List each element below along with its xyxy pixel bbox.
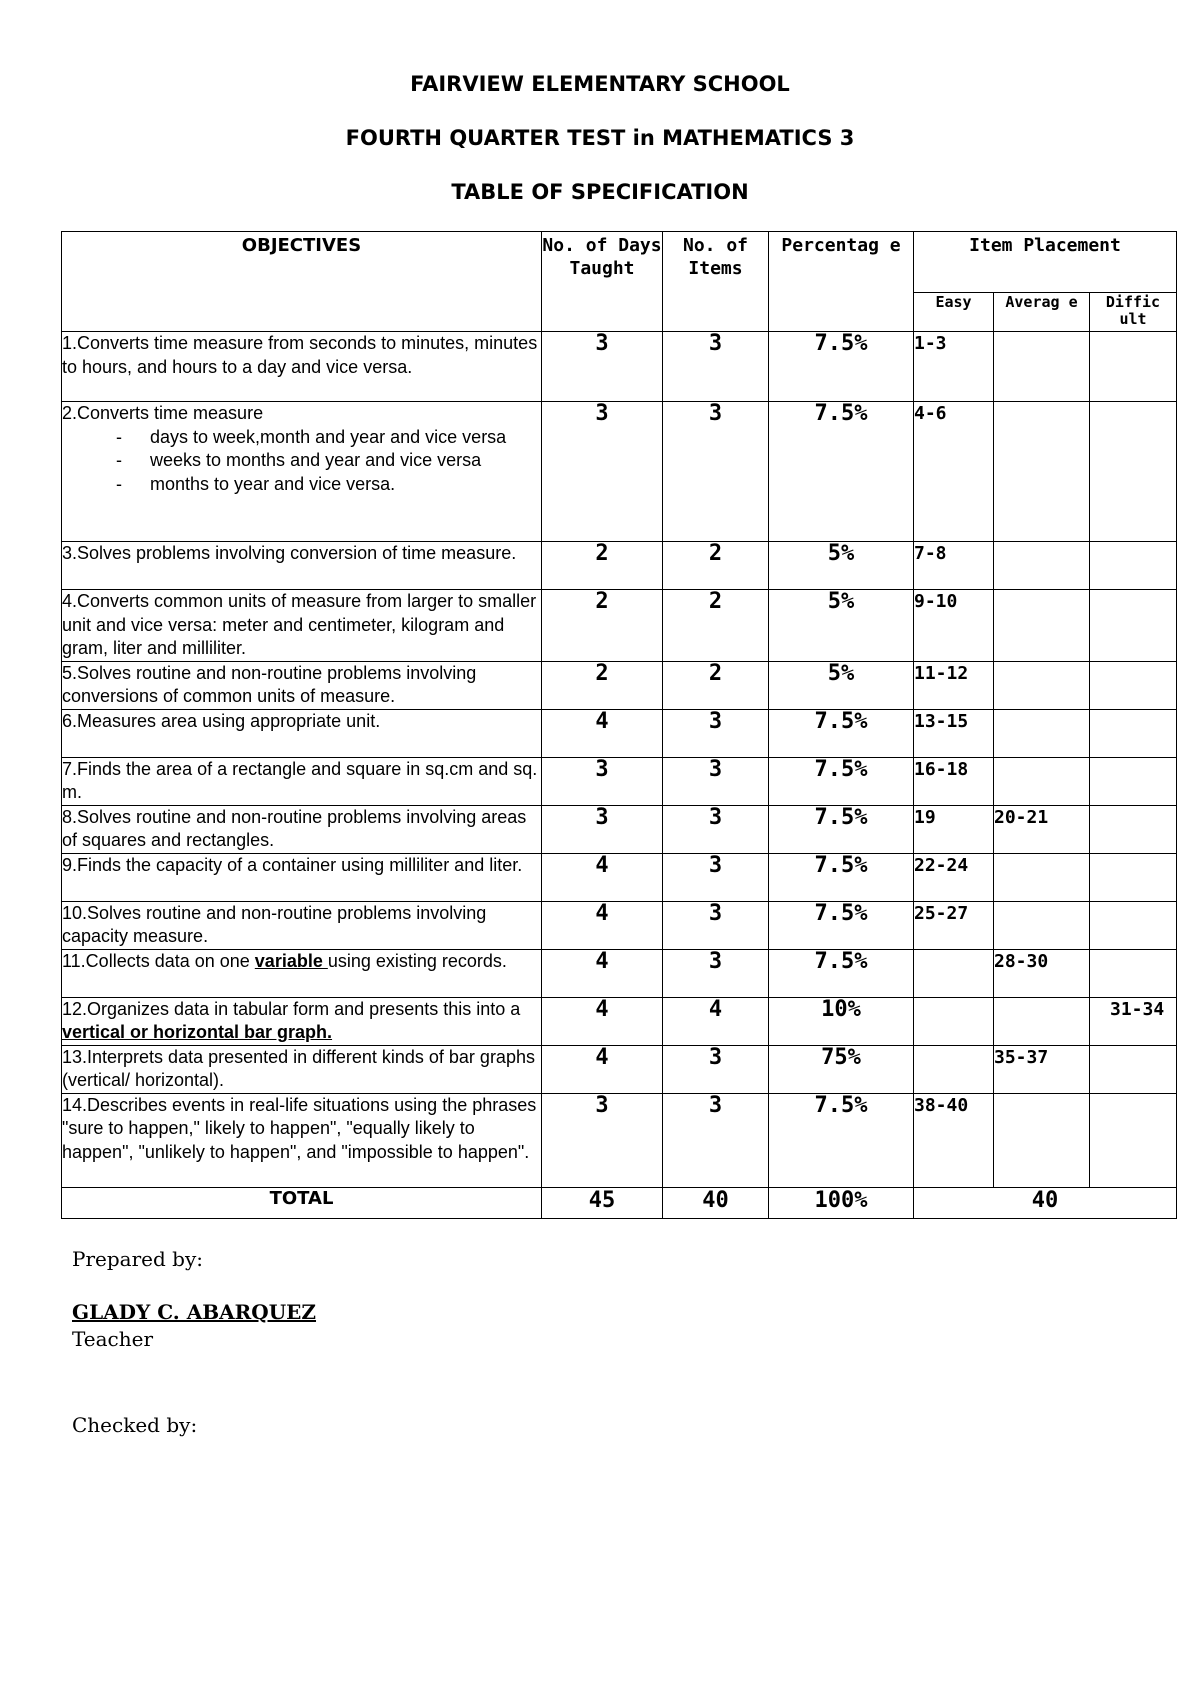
objective-cell [62, 805, 542, 853]
objective-sublist [62, 426, 541, 497]
percentage-cell: 5% [769, 542, 914, 590]
percentage-cell: 7.5% [769, 853, 914, 901]
objective-cell [62, 542, 542, 590]
average-placement-cell [994, 757, 1090, 805]
list-item: - days to week,month and year and vice versa [62, 426, 541, 450]
easy-placement-cell: 11-12 [914, 661, 994, 709]
days-taught-cell: 3 [542, 805, 663, 853]
easy-placement-cell: 7-8 [914, 542, 994, 590]
difficult-placement-cell [1090, 805, 1177, 853]
average-header: Averag e [994, 293, 1090, 332]
days-taught-cell: 4 [542, 1045, 663, 1093]
easy-placement-cell: 38-40 [914, 1093, 994, 1187]
document-title: TABLE OF SPECIFICATION [451, 180, 749, 204]
days-taught-cell: 3 [542, 757, 663, 805]
objective-text: 10.Solves routine and non-routine problems involving capacity measure. [62, 902, 487, 946]
total-row [62, 1187, 1177, 1218]
objective-text: 4.Converts common units of measure from larger to smaller unit and vice versa: meter and centimeter, kilogram and gram, liter and milliliter. [62, 591, 537, 658]
objective-cell [62, 949, 542, 997]
specification-table [61, 231, 1177, 1219]
objective-cell [62, 661, 542, 709]
items-count-cell: 3 [663, 949, 769, 997]
objective-cell [62, 901, 542, 949]
percentage-cell: 7.5% [769, 949, 914, 997]
days-taught-cell: 4 [542, 901, 663, 949]
items-count-cell: 3 [663, 805, 769, 853]
days-taught-cell: 2 [542, 542, 663, 590]
objective-cell [62, 590, 542, 662]
difficult-placement-cell [1090, 1045, 1177, 1093]
difficult-placement-cell: 31-34 [1090, 997, 1177, 1045]
objective-text: using existing records. [327, 950, 507, 971]
average-placement-cell [994, 709, 1090, 757]
difficult-placement-cell [1090, 332, 1177, 402]
items-count-cell: 3 [663, 901, 769, 949]
table-row [62, 590, 1177, 662]
days-taught-cell: 2 [542, 661, 663, 709]
average-placement-cell [994, 661, 1090, 709]
average-placement-cell [994, 997, 1090, 1045]
table-row [62, 853, 1177, 901]
items-count-cell: 3 [663, 709, 769, 757]
table-row [62, 1093, 1177, 1187]
table-row [62, 757, 1177, 805]
teacher-role: Teacher [72, 1327, 154, 1351]
items-count-cell: 3 [663, 1045, 769, 1093]
days-taught-cell: 4 [542, 949, 663, 997]
difficult-placement-cell [1090, 1093, 1177, 1187]
objective-text: 13.Interprets data presented in different kinds of bar graphs (vertical/ horizontal). [62, 1046, 535, 1090]
objective-emphasis: vertical or horizontal bar graph. [62, 1022, 333, 1042]
average-placement-cell [994, 590, 1090, 662]
items-count-cell: 4 [663, 997, 769, 1045]
table-row [62, 997, 1177, 1045]
percentage-cell: 7.5% [769, 805, 914, 853]
easy-placement-cell [914, 949, 994, 997]
table-body [62, 332, 1177, 1219]
easy-placement-cell: 16-18 [914, 757, 994, 805]
objective-text: 11.Collects data on one [62, 950, 255, 971]
objective-cell [62, 1045, 542, 1093]
test-title: FOURTH QUARTER TEST in MATHEMATICS 3 [345, 126, 855, 150]
table-row [62, 542, 1177, 590]
total-label: TOTAL [62, 1187, 542, 1218]
items-count-cell: 3 [663, 402, 769, 542]
difficult-placement-cell [1090, 402, 1177, 542]
easy-header: Easy [914, 293, 994, 332]
list-item: - months to year and vice versa. [62, 473, 541, 497]
objective-text: 7.Finds the area of a rectangle and square in sq.cm and sq. m. [62, 758, 538, 802]
total-days: 45 [542, 1187, 663, 1218]
objective-cell [62, 853, 542, 901]
percentage-cell: 7.5% [769, 901, 914, 949]
days-taught-cell: 4 [542, 853, 663, 901]
average-placement-cell: 28-30 [994, 949, 1090, 997]
average-placement-cell: 20-21 [994, 805, 1090, 853]
difficult-placement-cell [1090, 542, 1177, 590]
difficult-placement-cell [1090, 949, 1177, 997]
table-row [62, 949, 1177, 997]
easy-placement-cell: 25-27 [914, 901, 994, 949]
items-count-cell: 3 [663, 1093, 769, 1187]
days-taught-cell: 3 [542, 402, 663, 542]
objective-cell [62, 332, 542, 402]
percentage-cell: 5% [769, 661, 914, 709]
difficult-placement-cell [1090, 901, 1177, 949]
prepared-by-label: Prepared by: [72, 1247, 203, 1271]
table-row [62, 661, 1177, 709]
items-header: No. of Items [663, 232, 769, 332]
difficult-placement-cell [1090, 661, 1177, 709]
average-placement-cell: 35-37 [994, 1045, 1090, 1093]
total-placement: 40 [914, 1187, 1177, 1218]
easy-placement-cell: 19 [914, 805, 994, 853]
item-placement-header: Item Placement [914, 232, 1177, 293]
average-placement-cell [994, 332, 1090, 402]
difficult-placement-cell [1090, 853, 1177, 901]
easy-placement-cell: 22-24 [914, 853, 994, 901]
average-placement-cell [994, 402, 1090, 542]
difficult-placement-cell [1090, 709, 1177, 757]
objective-cell [62, 757, 542, 805]
objective-text: 6.Measures area using appropriate unit. [62, 710, 381, 731]
percentage-cell: 7.5% [769, 709, 914, 757]
percentage-cell: 7.5% [769, 332, 914, 402]
objective-cell [62, 1093, 542, 1187]
days-taught-cell: 4 [542, 709, 663, 757]
percentage-cell: 5% [769, 590, 914, 662]
objective-text: 9.Finds the capacity of a container using milliliter and liter. [62, 854, 523, 875]
checked-by-label: Checked by: [72, 1413, 198, 1437]
easy-placement-cell: 4-6 [914, 402, 994, 542]
percentage-cell: 7.5% [769, 757, 914, 805]
table-row [62, 805, 1177, 853]
days-taught-cell: 3 [542, 1093, 663, 1187]
total-percentage: 100% [769, 1187, 914, 1218]
objective-cell [62, 709, 542, 757]
difficult-header: Diffic ult [1090, 293, 1177, 332]
objective-cell [62, 402, 542, 542]
teacher-name: GLADY C. ABARQUEZ [72, 1300, 317, 1324]
percentage-cell: 7.5% [769, 402, 914, 542]
items-count-cell: 3 [663, 332, 769, 402]
easy-placement-cell: 9-10 [914, 590, 994, 662]
objective-text: 12.Organizes data in tabular form and presents this into a [62, 998, 521, 1019]
items-count-cell: 3 [663, 757, 769, 805]
days-taught-cell: 3 [542, 332, 663, 402]
easy-placement-cell [914, 1045, 994, 1093]
table-row [62, 1045, 1177, 1093]
school-name: FAIRVIEW ELEMENTARY SCHOOL [410, 72, 790, 96]
objective-text: 3.Solves problems involving conversion of time measure. [62, 543, 517, 563]
percentage-header: Percentag e [769, 232, 914, 332]
average-placement-cell [994, 542, 1090, 590]
items-count-cell: 3 [663, 853, 769, 901]
easy-placement-cell: 1-3 [914, 332, 994, 402]
days-taught-cell: 4 [542, 997, 663, 1045]
objective-text: 1.Converts time measure from seconds to minutes, minutes to hours, and hours to a day and vice versa. [62, 333, 538, 377]
table-row [62, 901, 1177, 949]
objective-cell [62, 997, 542, 1045]
objective-text: 14.Describes events in real-life situations using the phrases "sure to happen," likely to happen", "equally likely to happen", "unlikely to happen", and "impossible to happen". [62, 1094, 537, 1162]
items-count-cell: 2 [663, 590, 769, 662]
table-row [62, 709, 1177, 757]
list-item: - weeks to months and year and vice versa [62, 449, 541, 473]
difficult-placement-cell [1090, 590, 1177, 662]
table-row [62, 332, 1177, 402]
average-placement-cell [994, 853, 1090, 901]
easy-placement-cell [914, 997, 994, 1045]
total-items: 40 [663, 1187, 769, 1218]
days-taught-cell: 2 [542, 590, 663, 662]
objective-text: 5.Solves routine and non-routine problems involving conversions of common units of measure. [62, 662, 477, 706]
objective-emphasis: variable [254, 950, 328, 971]
days-header: No. of Days Taught [542, 232, 663, 332]
items-count-cell: 2 [663, 661, 769, 709]
items-count-cell: 2 [663, 542, 769, 590]
table-row [62, 402, 1177, 542]
average-placement-cell [994, 1093, 1090, 1187]
average-placement-cell [994, 901, 1090, 949]
percentage-cell: 75% [769, 1045, 914, 1093]
percentage-cell: 10% [769, 997, 914, 1045]
easy-placement-cell: 13-15 [914, 709, 994, 757]
percentage-cell: 7.5% [769, 1093, 914, 1187]
objectives-header: OBJECTIVES [62, 232, 542, 332]
objective-text: 2.Converts time measure [62, 403, 264, 423]
objective-text: 8.Solves routine and non-routine problems involving areas of squares and rectangles. [62, 806, 527, 850]
difficult-placement-cell [1090, 757, 1177, 805]
